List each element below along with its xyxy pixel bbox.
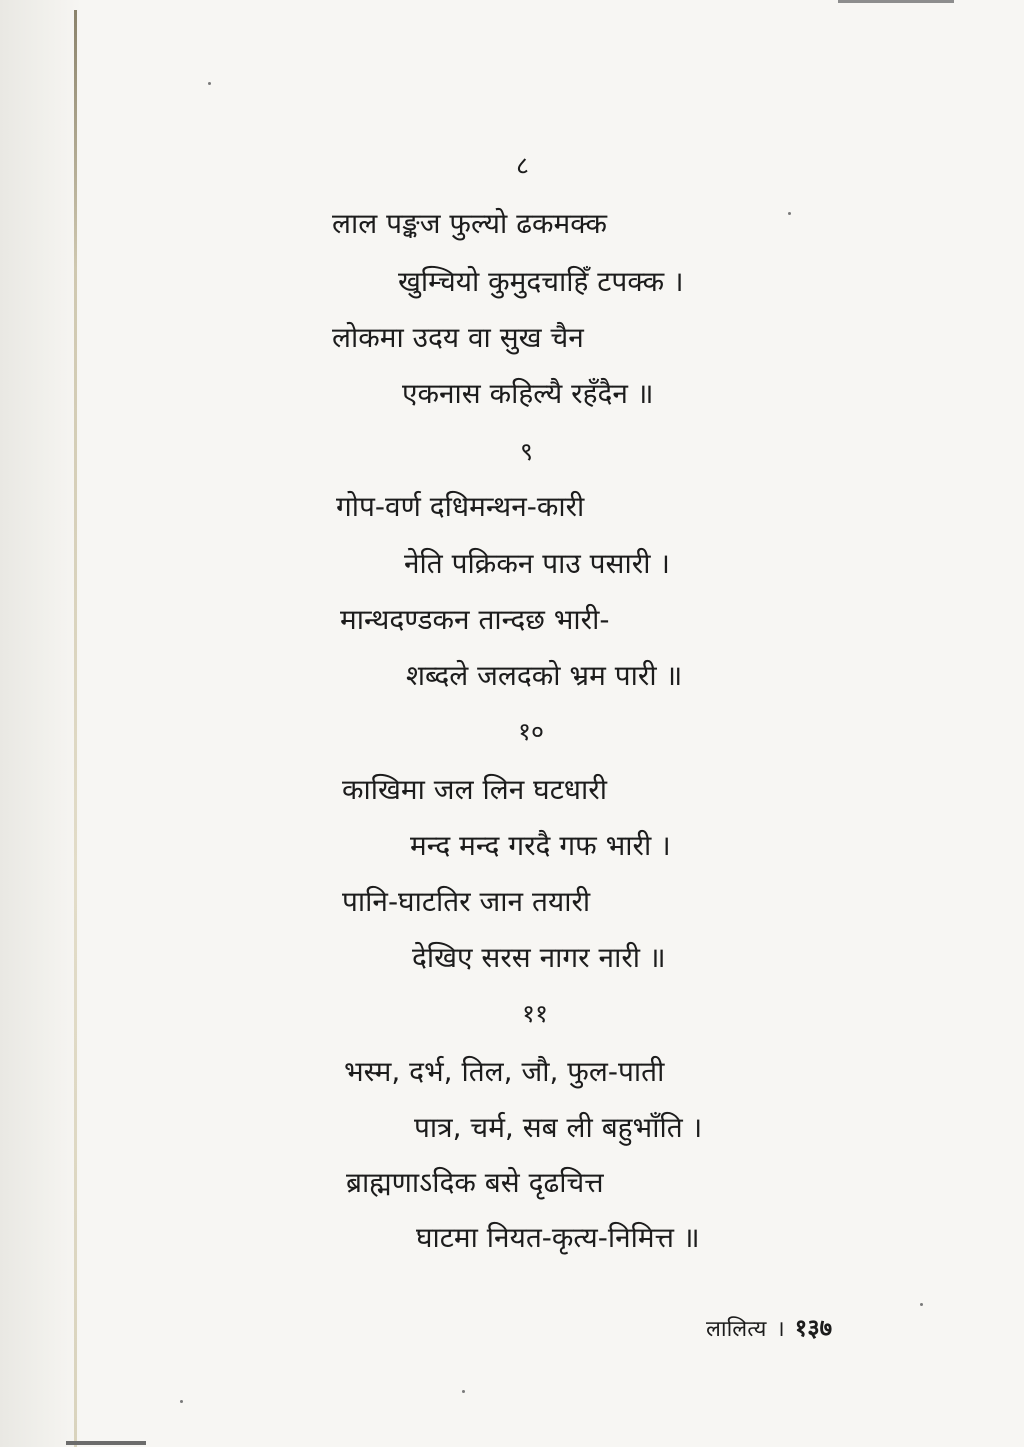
verse-line: एकनास कहिल्यै रहँदैन ॥ bbox=[402, 377, 654, 410]
stanza-number: ९ bbox=[520, 437, 534, 466]
verse-line: मान्थदण्डकन तान्दछ भारी- bbox=[340, 603, 610, 636]
verse-line: लाल पङ्कज फुल्यो ढकमक्क bbox=[332, 207, 607, 240]
verse-line: लोकमा उदय वा सुख चैन bbox=[332, 321, 584, 354]
scan-speck bbox=[462, 1390, 465, 1393]
verse-line: शब्दले जलदको भ्रम पारी ॥ bbox=[406, 659, 683, 692]
verse-line: काखिमा जल लिन घटधारी bbox=[342, 773, 607, 806]
footer-separator: । bbox=[776, 1317, 785, 1342]
spine-shadow-line bbox=[74, 10, 77, 1447]
verse-line: भस्म, दर्भ, तिल, जौ, फुल-पाती bbox=[344, 1055, 665, 1088]
scan-speck bbox=[788, 212, 791, 215]
page-binding-edge bbox=[0, 0, 82, 1447]
verse-line: पानि-घाटतिर जान तयारी bbox=[342, 885, 591, 918]
verse-line: खुम्चियो कुमुदचाहिँ टपक्क । bbox=[398, 265, 684, 298]
verse-line: देखिए सरस नागर नारी ॥ bbox=[412, 941, 666, 974]
scan-speck bbox=[208, 82, 211, 85]
verse-line: ब्राह्मणाऽदिक बसे दृढचित्त bbox=[346, 1166, 604, 1199]
page-footer bbox=[706, 1310, 832, 1348]
stanza-number: ८ bbox=[516, 151, 530, 180]
scan-speck bbox=[920, 1303, 923, 1306]
verse-line: गोप-वर्ण दधिमन्थन-कारी bbox=[336, 490, 585, 523]
verse-line: मन्द मन्द गरदै गफ भारी । bbox=[410, 829, 671, 862]
scan-speck bbox=[180, 1400, 183, 1403]
stanza-number: १० bbox=[518, 717, 545, 746]
page-number: १३७ bbox=[794, 1314, 833, 1342]
top-edge-rule bbox=[838, 0, 954, 3]
bottom-edge-rule bbox=[66, 1441, 146, 1445]
stanza-number: ११ bbox=[522, 999, 549, 1028]
book-title: लालित्य bbox=[706, 1317, 767, 1342]
verse-line: नेति पक्रिकन पाउ पसारी । bbox=[404, 547, 670, 580]
verse-line: घाटमा नियत-कृत्य-निमित्त ॥ bbox=[416, 1221, 700, 1254]
verse-line: पात्र, चर्म, सब ली बहुभाँति । bbox=[414, 1111, 703, 1144]
